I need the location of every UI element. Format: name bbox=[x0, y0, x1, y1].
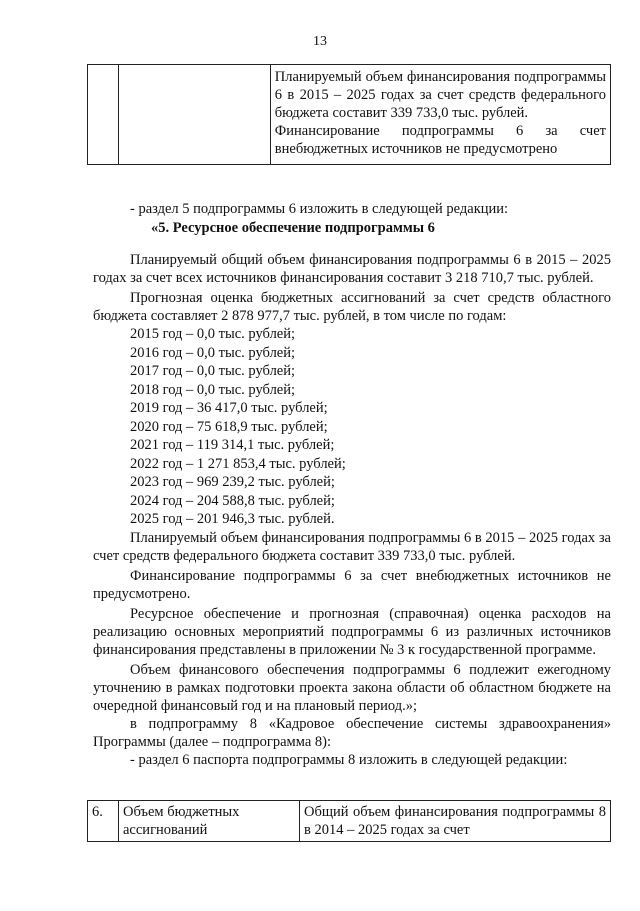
paragraph-volume: Объем финансового обеспечения подпрограммы 6 подлежит ежегодному уточнению в рамках подготовки проекта закона области об областном бюджете на очередной финансовый год и на плановый период.»; bbox=[93, 661, 611, 714]
page-number: 13 bbox=[313, 34, 327, 49]
top-table-line: Финансирование подпрограммы 6 за счет внебюджетных источников не предусмотрено bbox=[274, 123, 606, 157]
year-item: 2015 год – 0,0 тыс. рублей; bbox=[130, 326, 296, 342]
year-item: 2019 год – 36 417,0 тыс. рублей; bbox=[130, 400, 328, 416]
paragraph-section-6: - раздел 6 паспорта подпрограммы 8 изложить в следующей редакции: bbox=[130, 751, 568, 768]
document-body bbox=[93, 200, 611, 769]
paragraph-offbudget: Финансирование подпрограммы 6 за счет внебюджетных источников не предусмотрено. bbox=[93, 567, 611, 602]
year-item: 2024 год – 204 588,8 тыс. рублей; bbox=[130, 492, 335, 509]
top-table-cell-label bbox=[119, 65, 270, 165]
bottom-table-number: 6. bbox=[88, 801, 119, 842]
year-item: 2017 год – 0,0 тыс. рублей; bbox=[130, 363, 296, 379]
paragraph-total: Планируемый общий объем финансирования подпрограммы 6 в 2015 – 2025 годах за счет всех источников финансирования составит 3 218 710,7 тыс. рублей. bbox=[93, 252, 611, 286]
year-item: 2023 год – 969 239,2 тыс. рублей; bbox=[130, 474, 335, 490]
paragraph-regional: Прогнозная оценка бюджетных ассигнований за счет средств областного бюджета составляет 2 878 977,7 тыс. рублей, в том числе по годам: bbox=[93, 290, 611, 324]
paragraph-federal: Планируемый объем финансирования подпрограммы 6 в 2015 – 2025 годах за счет средств федерального бюджета составит 339 733,0 тыс. рублей. bbox=[93, 529, 611, 564]
year-item: 2025 год – 201 946,3 тыс. рублей. bbox=[130, 511, 335, 527]
paragraph-subprogram-8: в подпрограмму 8 «Кадровое обеспечение системы здравоохранения» Программы (далее – подпрограмма 8): bbox=[93, 715, 611, 750]
top-table-line: Планируемый объем финансирования подпрограммы 6 в 2015 – 2025 годах за счет средств федерального бюджета составит 339 733,0 тыс. рублей. bbox=[274, 69, 606, 121]
year-item: 2021 год – 119 314,1 тыс. рублей; bbox=[130, 437, 335, 453]
paragraph-resource: Ресурсное обеспечение и прогнозная (справочная) оценка расходов на реализацию основных мероприятий подпрограммы 6 из различных источников финансирования представлены в приложении № 3 к государственной программе. bbox=[93, 605, 611, 658]
top-table-cell-value bbox=[270, 65, 610, 165]
year-list bbox=[93, 325, 611, 529]
bottom-table-label: Объем бюджетных ассигнований bbox=[119, 801, 300, 842]
year-item: 2016 год – 0,0 тыс. рублей; bbox=[130, 344, 296, 361]
top-table bbox=[87, 64, 611, 165]
year-item: 2018 год – 0,0 тыс. рублей; bbox=[130, 381, 296, 398]
bottom-table-value: Общий объем финансирования подпрограммы 8 в 2014 – 2025 годах за счет bbox=[300, 801, 611, 842]
top-table-cell-number bbox=[88, 65, 119, 165]
bottom-table bbox=[87, 800, 611, 842]
intro-line: - раздел 5 подпрограммы 6 изложить в следующей редакции: bbox=[130, 201, 509, 217]
year-item: 2022 год – 1 271 853,4 тыс. рублей; bbox=[130, 455, 346, 472]
year-item: 2020 год – 75 618,9 тыс. рублей; bbox=[130, 418, 328, 435]
section-title: «5. Ресурсное обеспечение подпрограммы 6 bbox=[151, 220, 435, 236]
